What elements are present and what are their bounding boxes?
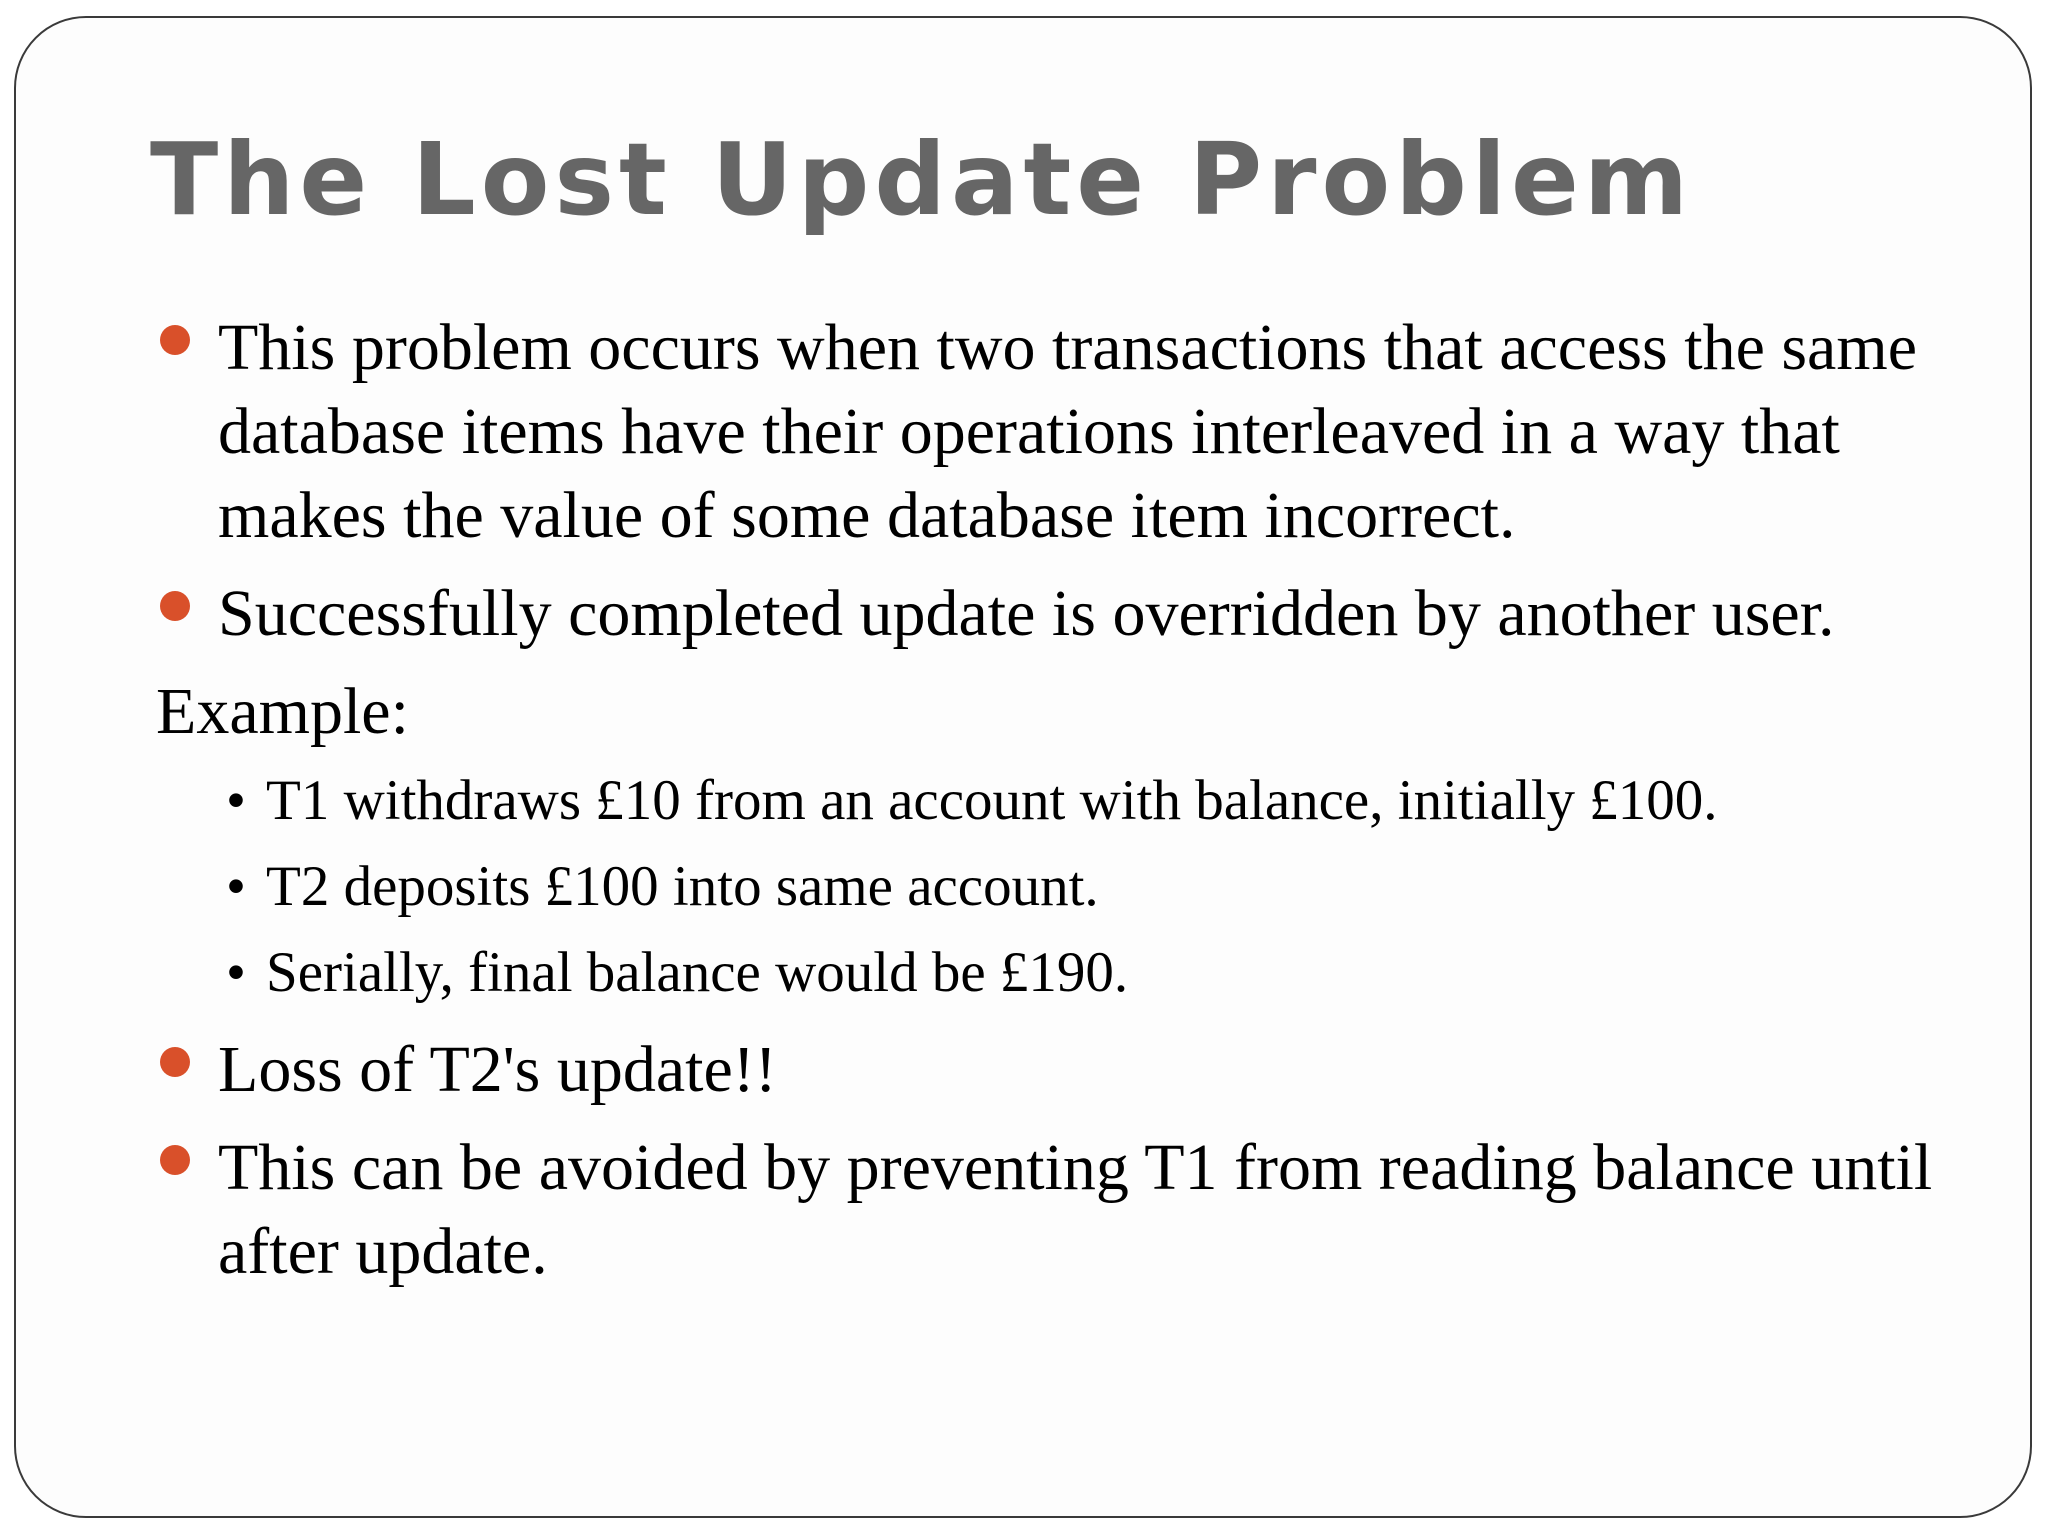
- small-bullet-icon: •: [226, 941, 246, 1004]
- sub-bullet-list: [156, 758, 1956, 1016]
- orange-circle-bullet-icon: [160, 1145, 190, 1175]
- bullet-item: [156, 1126, 1956, 1294]
- sub-bullet-text: T1 withdraws £10 from an account with balance, initially £100.: [266, 769, 1718, 832]
- sub-bullet-text: T2 deposits £100 into same account.: [266, 855, 1099, 918]
- bullet-item: [156, 306, 1956, 558]
- orange-circle-bullet-icon: [160, 591, 190, 621]
- sub-bullet-text: Serially, final balance would be £190.: [266, 941, 1129, 1004]
- bullet-text: Successfully completed update is overridden by another user.: [218, 577, 1835, 650]
- slide-title: The Lost Update Problem: [150, 121, 1694, 238]
- slide-frame: [14, 16, 2032, 1518]
- sub-bullet-item: [156, 930, 1956, 1016]
- bullet-text: Loss of T2's update!!: [218, 1033, 777, 1106]
- sub-bullet-item: [156, 758, 1956, 844]
- bullet-text: This problem occurs when two transactions that access the same database items have their operations interleaved in a way that makes the value of some database item incorrect.: [218, 311, 1917, 552]
- orange-circle-bullet-icon: [160, 1047, 190, 1077]
- sub-bullet-item: [156, 844, 1956, 930]
- bullet-item: [156, 572, 1956, 656]
- example-label: Example:: [156, 675, 409, 748]
- orange-circle-bullet-icon: [160, 325, 190, 355]
- small-bullet-icon: •: [226, 769, 246, 832]
- small-bullet-icon: •: [226, 855, 246, 918]
- slide-content: [156, 306, 1956, 1308]
- bullet-text: This can be avoided by preventing T1 from reading balance until after update.: [218, 1131, 1933, 1288]
- bullet-item: [156, 1028, 1956, 1112]
